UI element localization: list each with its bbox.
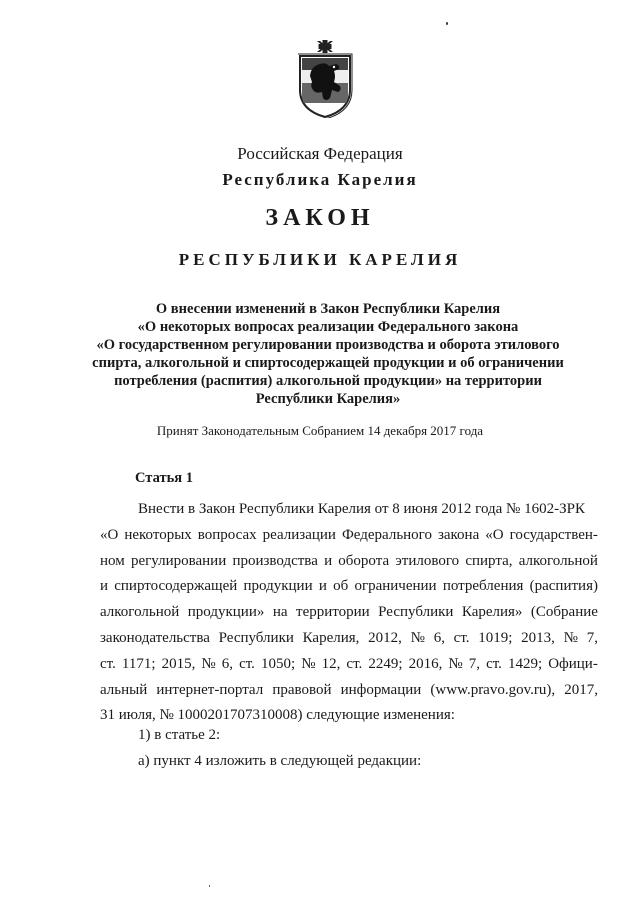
law-title-line: О внесении изменений в Закон Республики Карелия <box>155 301 501 317</box>
word: ст. <box>239 655 255 672</box>
article-line <box>100 678 598 704</box>
word: и <box>318 578 327 595</box>
word: реализации <box>262 526 336 543</box>
word: на <box>272 604 288 621</box>
word: Республики <box>378 604 454 621</box>
word: 1050; <box>261 655 296 672</box>
article-line: 31 июля, № 1000201707310008) следующие изменения: <box>100 707 455 724</box>
word: правовой <box>272 681 332 698</box>
article-line <box>100 626 598 652</box>
scan-speck <box>209 885 210 887</box>
document-type: ЗАКОН <box>265 205 375 231</box>
word: и <box>100 578 109 595</box>
law-title-line: Республики Карелия» <box>255 391 401 407</box>
word: 1429; <box>507 655 543 672</box>
law-title-line: «О государственном регулировании производства и оборота этилового <box>96 337 560 353</box>
word: № <box>448 655 463 672</box>
word: (www.pravo.gov.ru), <box>430 681 556 698</box>
word: 1019; <box>478 629 513 646</box>
word: ограничении <box>354 578 437 595</box>
law-title-line: спирта, алкогольной и спиртосодержащей продукции и об ограничении <box>92 355 564 371</box>
word: 1171; <box>121 655 156 672</box>
word: производства <box>232 552 318 569</box>
article-line <box>100 549 598 575</box>
word: 2013, <box>521 629 555 646</box>
amendment-subitem: а) пункт 4 изложить в следующей редакции: <box>138 753 422 769</box>
word: государствен- <box>509 526 598 543</box>
law-title <box>88 300 568 408</box>
word: 2017, <box>564 681 598 698</box>
word: № <box>301 655 316 672</box>
word: закона <box>437 526 480 543</box>
article-line: Внести в Закон Республики Карелия от 8 июня 2012 года № 1602-ЗРК <box>138 501 585 517</box>
word: ст. <box>100 655 116 672</box>
adoption-note: Принят Законодательным Собранием 14 декабря 2017 года <box>156 423 484 438</box>
law-title-line: потребления (распития) алкогольной продукции» на территории <box>114 373 542 389</box>
word: Карелия» <box>461 604 523 621</box>
word: ст. <box>486 655 502 672</box>
word: Федерального <box>341 526 432 543</box>
amendment-item: 1) в статье 2: <box>138 727 221 743</box>
article-line <box>100 574 598 600</box>
scan-speck <box>446 22 448 25</box>
word: 2249; <box>368 655 403 672</box>
word: 6, <box>221 655 234 672</box>
word: территории <box>296 604 370 621</box>
document-issuer: РЕСПУБЛИКИ КАРЕЛИЯ <box>178 250 462 269</box>
word: 7, <box>468 655 480 672</box>
article-line <box>100 652 598 678</box>
word: регулировании <box>130 552 227 569</box>
word: «О <box>485 526 504 543</box>
word: № <box>563 629 578 646</box>
article-line <box>100 523 598 549</box>
word: 2016, <box>408 655 443 672</box>
word: ст. <box>453 629 470 646</box>
word: ном <box>100 552 125 569</box>
word: интернет-портал <box>156 681 264 698</box>
word: оборота <box>338 552 390 569</box>
article-heading: Статья 1 <box>135 470 193 486</box>
word: № <box>410 629 425 646</box>
word: этилового <box>395 552 460 569</box>
karelia-coat-of-arms-icon <box>296 40 354 118</box>
word: 2015, <box>161 655 196 672</box>
republic-name: Республика Карелия <box>222 170 418 189</box>
word: некоторых <box>124 526 192 543</box>
word: алкогольной <box>518 552 598 569</box>
article-body <box>100 497 598 729</box>
word: 7, <box>586 629 598 646</box>
word: информации <box>340 681 422 698</box>
word: потребления <box>442 578 524 595</box>
country-name: Российская Федерация <box>237 144 403 163</box>
word: об <box>333 578 349 595</box>
article-line <box>100 600 598 626</box>
word: продукции» <box>187 604 265 621</box>
word: и <box>324 552 333 569</box>
word: спирта, <box>465 552 513 569</box>
word: продукции <box>243 578 313 595</box>
word: вопросах <box>197 526 257 543</box>
word: «О <box>100 526 119 543</box>
word: спиртосодержащей <box>114 578 238 595</box>
word: Карелия, <box>302 629 360 646</box>
word: альный <box>100 681 148 698</box>
word: (распития) <box>529 578 598 595</box>
word: 6, <box>433 629 445 646</box>
word: 2012, <box>368 629 402 646</box>
word: (Собрание <box>530 604 598 621</box>
word: законодательства <box>100 629 210 646</box>
word: Республики <box>218 629 294 646</box>
law-title-line: «О некоторых вопросах реализации Федерального закона <box>137 319 519 335</box>
word: Офици- <box>548 655 598 672</box>
word: 12, <box>321 655 341 672</box>
word: № <box>201 655 216 672</box>
word: алкогольной <box>100 604 180 621</box>
word: ст. <box>346 655 363 672</box>
